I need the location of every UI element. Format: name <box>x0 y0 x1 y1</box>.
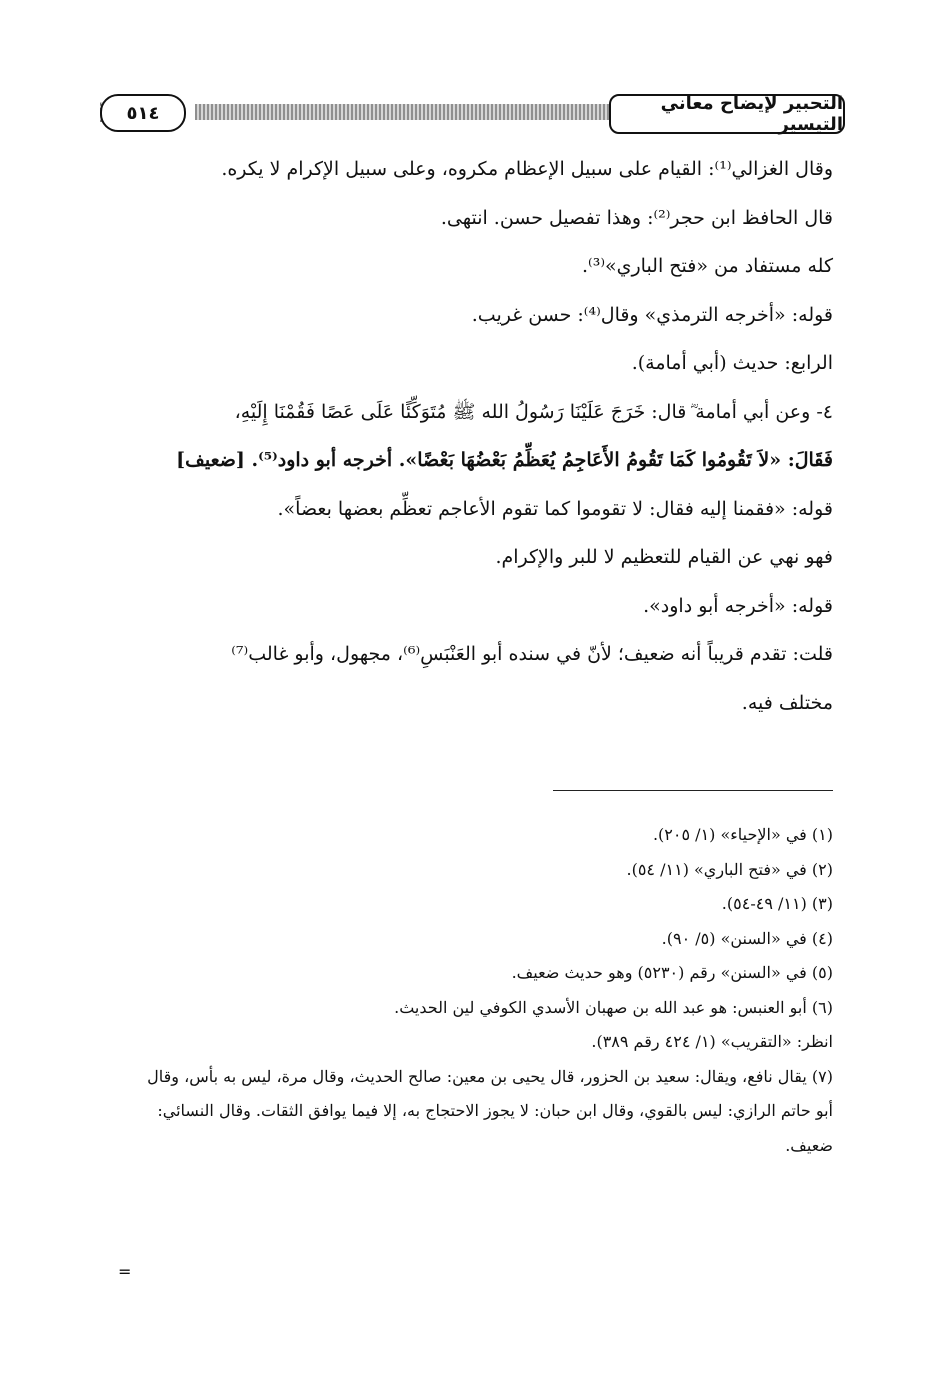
text-line: قوله: «فقمنا إليه فقال: لا تقوموا كما تقوم الأعاجم تعظِّم بعضها بعضاً». <box>277 497 833 520</box>
text-line: قلت: تقدم قريباً أنه ضعيف؛ لأنّ في سنده أبو العَنْبَسِ⁽⁶⁾، مجهول، وأبو غالب⁽⁷⁾ <box>231 643 833 665</box>
hadith-text: فَقَالَ: «لاَ تَقُومُوا كَمَا تَقُومُ الأَعَاجِمُ يُعَظِّمُ بَعْضُهَا بَعْضًا». أخرجه أبو داود⁽⁵⁾. [ضعيف] <box>176 449 833 471</box>
text-line: كله مستفاد من «فتح الباري»⁽³⁾. <box>581 255 833 277</box>
footnote: انظر: «التقريب» (١/ ٤٢٤ رقم ٣٨٩). <box>591 1032 833 1051</box>
text-line: قوله: «أخرجه أبو داود». <box>643 594 833 617</box>
footnote: (١) في «الإحياء» (١/ ٢٠٥). <box>652 825 833 844</box>
main-text <box>108 145 833 727</box>
running-title: التحبير لإيضاح معاني التيسير <box>609 94 845 134</box>
end-mark: = <box>118 1262 132 1281</box>
text-line: قال الحافظ ابن حجر⁽²⁾: وهذا تفصيل حسن. انتهى. <box>440 206 833 229</box>
footnote: ضعيف. <box>785 1135 833 1155</box>
footnote: (٧) يقال نافع، ويقال: سعيد بن الحزور، قال يحيى بن معين: صالح الحديث، وقال مرة، ليس به بأس، وقال <box>147 1066 833 1086</box>
section-heading: الرابع: حديث (أبي أمامة). <box>631 352 833 374</box>
footnote: (٦) أبو العنبس: هو عبد الله بن صهبان الأسدي الكوفي لين الحديث. <box>394 997 833 1017</box>
footnote: (٢) في «فتح الباري» (١١/ ٥٤). <box>626 859 833 879</box>
footnote: أبو حاتم الرازي: ليس بالقوي، وقال ابن حبان: لا يجوز الاحتجاج به، إلا فيما يوافق الثقات. وقال النسائي: <box>157 1101 833 1120</box>
footnote: (٣) (١١/ ٤٩-٥٤). <box>721 894 833 913</box>
hadith-text: ٤- وعن أبي أمامة ؓ قال: خَرَجَ عَلَيْنَا رَسُولُ الله ﷺ مُتَوَكِّئًا عَلَى عَصًا فَقُمْنَا إِلَيْهِ، <box>234 400 833 423</box>
text-line: مختلف فيه. <box>741 691 833 714</box>
page-number: ٥١٤ <box>100 94 186 132</box>
footnote: (٥) في «السنن» رقم (٥٢٣٠) وهو حديث ضعيف. <box>511 963 833 982</box>
footnote-divider <box>553 790 833 791</box>
text-line: وقال الغزالي⁽¹⁾: القيام على سبيل الإعظام مكروه، وعلى سبيل الإكرام لا يكره. <box>221 158 833 180</box>
footnote: (٤) في «السنن» (٥/ ٩٠). <box>661 928 833 948</box>
footnotes <box>108 818 833 1163</box>
text-line: فهو نهي عن القيام للتعظيم لا للبر والإكرام. <box>495 546 833 568</box>
page-header <box>100 90 845 136</box>
text-line: قوله: «أخرجه الترمذي» وقال⁽⁴⁾: حسن غريب. <box>471 303 833 326</box>
